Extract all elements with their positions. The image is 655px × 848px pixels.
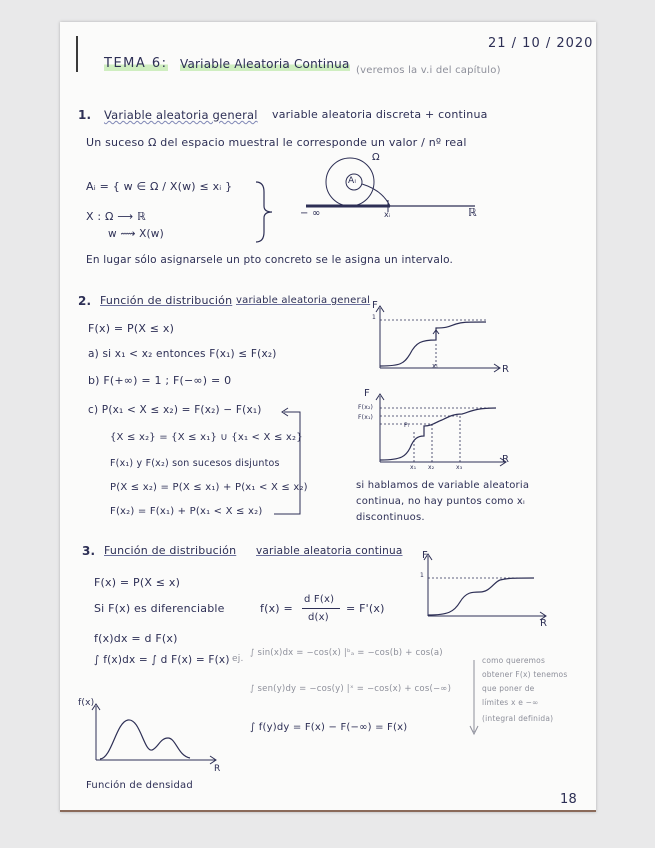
g2-x3: x₃ [456,464,463,471]
fig-omega: Ω [372,152,380,163]
g2-f: F [364,388,370,399]
section-1-heading-b: variable aleatoria discreta + continua [272,108,488,121]
s3-fraction-bar [302,608,340,609]
note-line-1: si hablamos de variable aleatoria [356,480,530,491]
side-note-4: límites x e −∞ [482,698,539,707]
g2-x2: x₂ [428,464,435,471]
g2-x1: x₁ [410,464,417,471]
section-1-line-1: Un suceso Ω del espacio muestral le corresponde un valor / nº real [86,136,467,149]
s2-c4: F(x₂) = F(x₁) + P(x₁ < X ≤ x₂) [110,506,263,517]
title-prefix: TEMA 6: [104,56,168,71]
fig-xi: xᵢ [384,210,391,219]
g2-fx2: F(x₂) [358,404,374,411]
fig-neg-inf: − ∞ [300,208,321,219]
g2-fx1: F(x₁) [358,414,374,421]
g1-one: 1 [372,314,377,321]
note-line-3: discontinuos. [356,512,425,523]
section-1-figure [250,152,480,252]
s2-f-def: F(x) = P(X ≤ x) [88,322,175,335]
s3-dif-c: = F'(x) [346,602,385,615]
s3-ex-prefix: ej. [232,654,244,664]
section-3-heading: Función de distribución [104,544,237,557]
section-1-line-2: En lugar sólo asignarsele un pto concreto se le asigna un intervalo. [86,254,454,266]
date: 21 / 10 / 2020 [488,36,594,51]
def-x: X : Ω ⟶ ℝ [86,210,146,223]
s2-c2: F(x₁) y F(x₂) son sucesos disjuntos [110,458,280,469]
s2-c1: {X ≤ x₂} = {X ≤ x₁} ∪ {x₁ < X ≤ x₂} [110,432,303,443]
s3-dif-b: f(x) = [260,602,293,615]
section-2-heading: Función de distribución [100,294,233,307]
note-line-2: continua, no hay puntos como xᵢ [356,496,526,507]
side-note-2: obtener F(x) tenemos [482,670,568,679]
g2-pi: Pᵢ [404,422,410,429]
page-number: 18 [560,792,577,807]
s2-a: a) si x₁ < x₂ entonces F(x₁) ≤ F(x₂) [88,348,277,360]
def-w: w ⟿ X(w) [108,228,164,240]
title-note: (veremos la v.i del capítulo) [356,65,501,76]
section-2-number: 2. [78,294,92,308]
g3-one: 1 [420,572,425,579]
pdf-r: R [214,764,221,774]
s3-dif-a: Si F(x) es diferenciable [94,602,225,615]
pdf-label: f(x) [78,698,95,708]
s3-dif-den: d(x) [308,612,329,623]
s2-c3: P(X ≤ x₂) = P(X ≤ x₁) + P(x₁ < X ≤ x₂) [110,482,308,493]
s3-ex-2: ∫ sen(y)dy = −cos(y) |ˣ = −cos(x) + cos(−∞) [250,684,452,694]
notebook-page [60,22,596,812]
g3-r: R [540,618,548,629]
pdf-caption: Función de densidad [86,780,193,791]
g3-f: F [422,550,428,561]
section-1-heading: Variable aleatoria general [104,108,258,122]
section-1-number: 1. [78,108,92,122]
side-note-1: como queremos [482,656,546,665]
margin-line [76,36,78,72]
page-title: Variable Aleatoria Continua [180,57,350,71]
bracket-arrow [270,410,310,520]
section-3-number: 3. [82,544,96,558]
def-a: Aᵢ = { w ∈ Ω / X(w) ≤ xᵢ } [86,180,233,193]
side-arrow [468,658,480,738]
g2-r: R [502,454,510,465]
s3-int: ∫ f(x)dx = ∫ d F(x) = F(x) [94,654,230,666]
pdf-graph [86,702,226,772]
s3-ex-3: ∫ f(y)dy = F(x) − F(−∞) = F(x) [250,722,408,733]
s3-f-def: F(x) = P(X ≤ x) [94,576,181,589]
section-2-heading-b: variable aleatoria general [236,295,371,306]
s2-b: b) F(+∞) = 1 ; F(−∞) = 0 [88,374,232,387]
fig-r: ℝ [468,206,477,219]
fig-a: Aᵢ [348,176,357,186]
side-note-3: que poner de [482,684,535,693]
g1-xi: xᵢ [432,362,438,370]
side-note-5: (integral definida) [482,714,554,723]
s3-dif-num: d F(x) [304,594,335,605]
s2-c: c) P(x₁ < X ≤ x₂) = F(x₂) − F(x₁) [88,404,262,416]
graph-2 [366,392,516,472]
section-3-heading-b: variable aleatoria continua [256,545,403,557]
graph-3 [418,552,558,632]
g1-r: R [502,364,510,375]
g1-f: F [372,300,378,311]
graph-1 [370,304,510,384]
s3-ex-1: ∫ sin(x)dx = −cos(x) |ᵇₐ = −cos(b) + cos(a) [250,648,443,658]
s3-fx: f(x)dx = d F(x) [94,632,178,645]
bottom-rule [60,810,596,812]
